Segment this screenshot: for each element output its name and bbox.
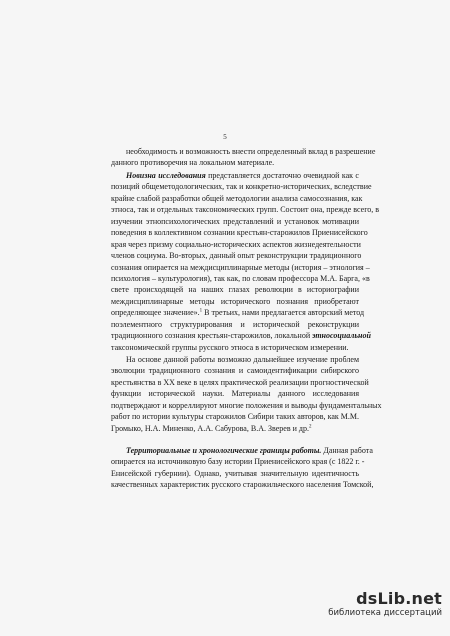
text-line: сознания опирается на междисциплинарные методы (история – этнология – (111, 262, 370, 272)
text-line: крестьянства в XX веке в целях практической реализации прогностической (111, 377, 369, 387)
text-line: изучении этнопсихологических представлений и установок мотивации (111, 216, 359, 226)
text-line: Территориальные и хронологические границы работы. Данная работа (126, 446, 373, 455)
text-line: психология – культурология), так как, по словам профессора М.А. Барга, «в (111, 273, 370, 283)
basis-paragraph (111, 354, 382, 434)
text-line: работ по истории культуры старожилов Сибири таких авторов, как М.М. (111, 412, 359, 422)
text-line: традиционного сознания крестьян-старожилов, локальной этносоциальной (111, 331, 371, 341)
boundaries-paragraph (111, 445, 374, 491)
text-line: качественных характеристик русского старожильческого населения Томской, (111, 480, 374, 490)
text-line: Громыко, Н.А. Миненко, А.А. Сабурова, В.А. Зверев и др.$^2$ (111, 423, 312, 433)
text-line: Енисейской губернии). Однако, учитывая значительную идентичность (111, 468, 359, 478)
body-text (111, 146, 376, 169)
boundaries-heading: Территориальные и хронологические границы работы. (126, 446, 322, 455)
text-line: поведения в коллективном сознании крестьян-старожилов Приенисейского (111, 228, 368, 238)
text-line: поэлементного структурирования и исторической реконструкции (111, 319, 359, 329)
text-line: междисциплинарные методы исторического познания приобретают (111, 296, 359, 306)
text-line: этноса, так и отдельных таксономических групп. Состоит она, прежде всего, в (111, 205, 380, 215)
logo-sub-text: библиотека диссертаций (328, 608, 442, 618)
text-line: Новизна исследования представляется достаточно очевидной как с (126, 171, 359, 180)
novelty-paragraph (111, 170, 380, 353)
text-line: функции исторической науки. Материалы данного исследования (111, 389, 359, 399)
text-line: края через призму социально-исторических аспектов жизнедеятельности (111, 239, 361, 249)
novelty-heading: Новизна исследования (126, 171, 206, 180)
text-line: таксономической группы русского этноса в историческом измерении. (111, 342, 349, 352)
text-line: членов социума. Во-вторых, данный опыт реконструкции традиционного (111, 251, 362, 261)
text-line: данного противоречия на локальном материале. (111, 158, 275, 168)
site-logo[interactable] (322, 590, 442, 618)
text-line: позиций общеметодологических, так и конкретно-исторических, вследствие (111, 182, 372, 192)
text-line: эволюции традиционного сознания и самоидентификации сибирского (111, 366, 359, 376)
logo-main-text: dsLib.net (356, 589, 442, 608)
text-line: необходимость и возможность внести определенный вклад в разрешение (126, 147, 376, 156)
text-line: На основе данной работы возможно дальнейшее изучение проблем (126, 355, 359, 364)
text-line: определяющее значение».$^1$ В третьих, нами предлагается авторский метод (111, 308, 365, 318)
text-line: опирается на источниковую базу истории Приенисейского края (с 1822 г. - (111, 457, 365, 467)
text-line: крайне слабой разработки общей методологии анализа самосознания, как (111, 193, 363, 203)
text-line: подтверждают и корреллируют многие положения и выводы фундаментальных (111, 400, 382, 410)
page-number: 5 (223, 133, 227, 141)
text-line: свете происходящей на наших глазах революции в историографии (111, 285, 359, 295)
